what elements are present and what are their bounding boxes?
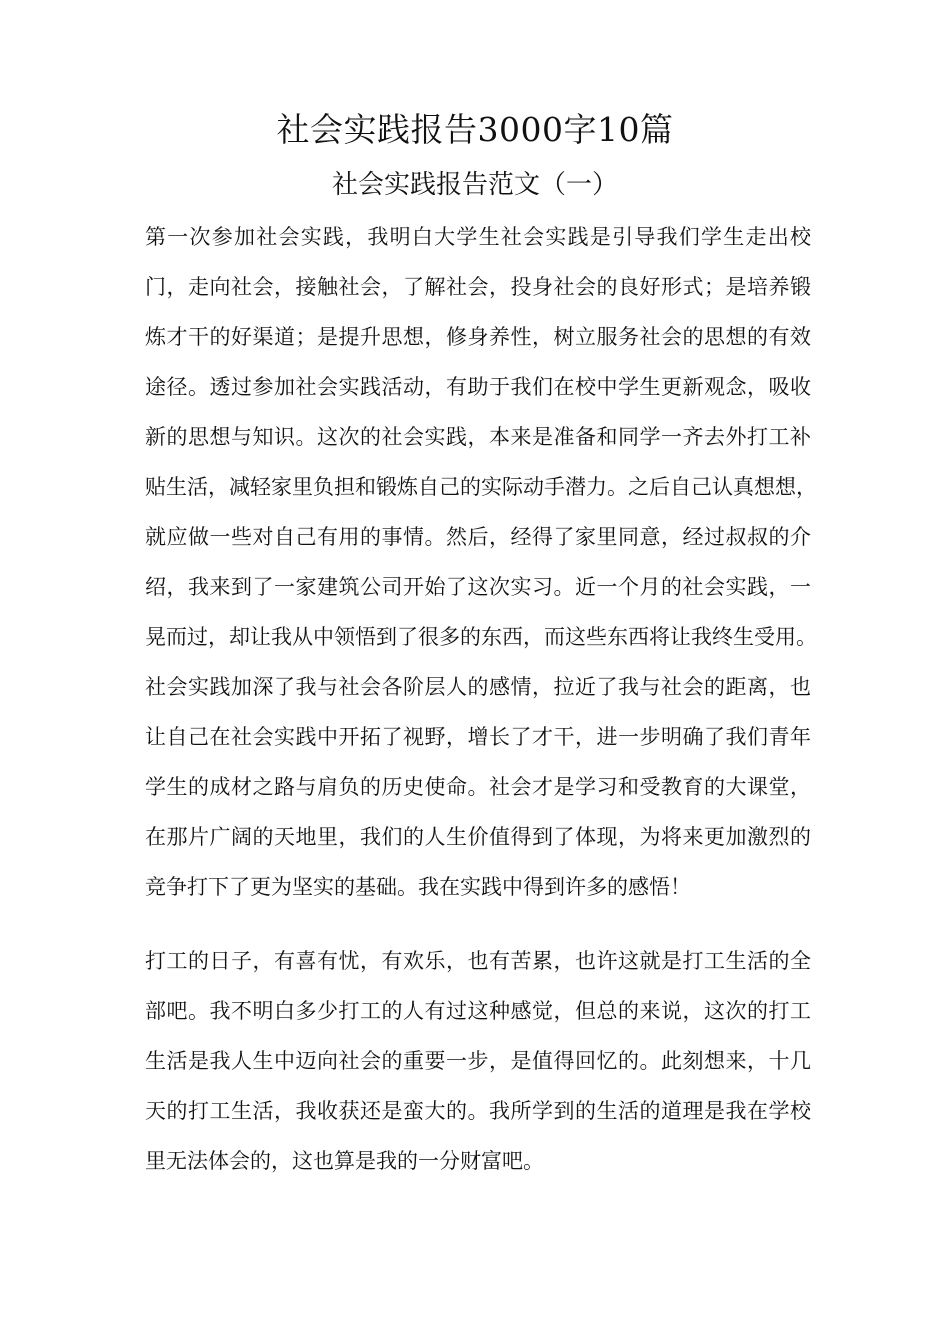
paragraph-line: 晃而过，却让我从中领悟到了很多的东西，而这些东西将让我终生受用。	[145, 625, 817, 649]
paragraph-line: 打工的日子，有喜有忧，有欢乐，也有苦累，也许这就是打工生活的全	[145, 949, 811, 973]
paragraph-line: 让自己在社会实践中开拓了视野，增长了才干，进一步明确了我们青年	[145, 725, 811, 749]
paragraph-2	[145, 936, 811, 1186]
paragraph-line: 竞争打下了更为坚实的基础。我在实践中得到许多的感悟！	[145, 875, 691, 899]
paragraph-line: 绍，我来到了一家建筑公司开始了这次实习。近一个月的社会实践，一	[145, 575, 811, 599]
paragraph-line: 途径。透过参加社会实践活动，有助于我们在校中学生更新观念，吸收	[145, 375, 811, 399]
paragraph-line: 新的思想与知识。这次的社会实践，本来是准备和同学一齐去外打工补	[145, 425, 811, 449]
document-title: 社会实践报告3000字10篇	[276, 110, 674, 149]
paragraph-line: 贴生活，减轻家里负担和锻炼自己的实际动手潜力。之后自己认真想想，	[145, 475, 817, 499]
paragraph-line: 里无法体会的，这也算是我的一分财富吧。	[145, 1149, 544, 1173]
paragraph-line: 在那片广阔的天地里，我们的人生价值得到了体现，为将来更加激烈的	[145, 825, 811, 849]
paragraph-line: 社会实践加深了我与社会各阶层人的感情，拉近了我与社会的距离，也	[145, 675, 811, 699]
paragraph-line: 天的打工生活，我收获还是蛮大的。我所学到的生活的道理是我在学校	[145, 1099, 811, 1123]
document-subtitle: 社会实践报告范文（一）	[331, 170, 618, 200]
paragraph-line: 门，走向社会，接触社会，了解社会，投身社会的良好形式；是培养锻	[145, 275, 811, 299]
paragraph-line: 部吧。我不明白多少打工的人有过这种感觉，但总的来说，这次的打工	[145, 999, 811, 1023]
paragraph-line: 生活是我人生中迈向社会的重要一步，是值得回忆的。此刻想来，十几	[145, 1049, 811, 1073]
paragraph-line: 炼才干的好渠道；是提升思想，修身养性，树立服务社会的思想的有效	[145, 325, 811, 349]
paragraph-line: 学生的成材之路与肩负的历史使命。社会才是学习和受教育的大课堂，	[145, 775, 811, 799]
paragraph-line: 第一次参加社会实践，我明白大学生社会实践是引导我们学生走出校	[145, 225, 811, 249]
paragraph-1	[145, 212, 817, 912]
paragraph-line: 就应做一些对自己有用的事情。然后，经得了家里同意，经过叔叔的介	[145, 525, 811, 549]
